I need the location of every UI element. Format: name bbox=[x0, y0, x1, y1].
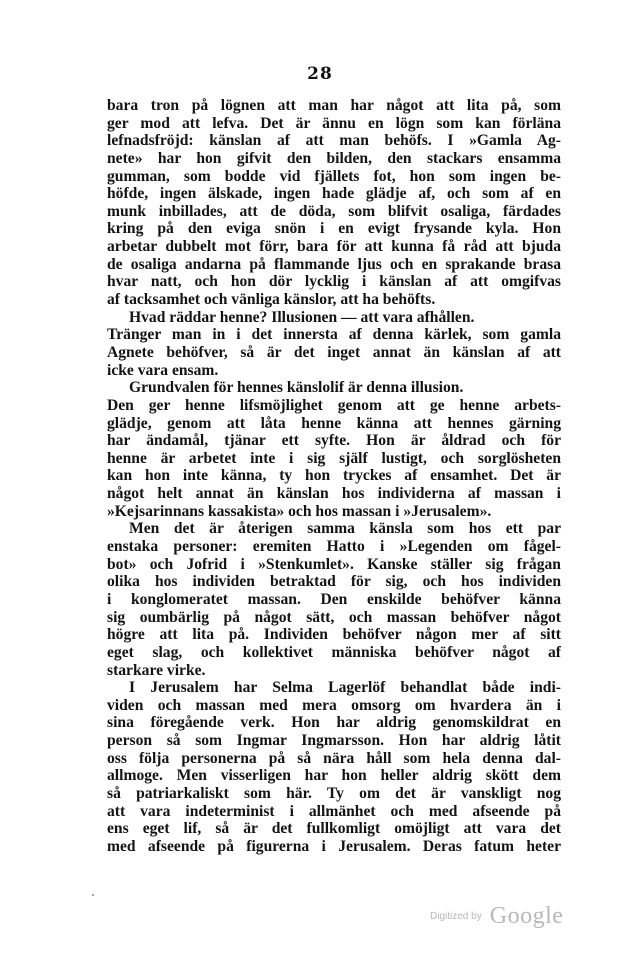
text-line: kan hon inte känna, ty hon tryckes af ensamhet. Det är bbox=[107, 467, 561, 485]
page-number: 28 bbox=[307, 64, 333, 84]
text-line: nete» har hon gifvit den bilden, den stackars ensamma bbox=[107, 149, 561, 167]
text-line: person så som Ingmar Ingmarsson. Hon har aldrig låtit bbox=[107, 732, 561, 750]
paragraph-start-line: I Jerusalem har Selma Lagerlöf behandlat både indi- bbox=[129, 679, 561, 697]
text-line: bara tron på lögnen att man har något att lita på, som bbox=[107, 97, 561, 114]
text-line: något helt annat än känslan hos individerna af massan i bbox=[107, 485, 561, 503]
text-line: de osaliga andarna på flammande ljus och en sprakande brasa bbox=[107, 255, 561, 273]
text-line: så patriarkaliskt som här. Ty om det är vanskligt nog bbox=[107, 784, 561, 802]
paragraph-start-line: Hvad räddar henne? Illusionen — att vara afhållen. bbox=[129, 308, 475, 326]
text-line: Agnete behöfver, så är det inget annat än känslan af att bbox=[107, 343, 561, 361]
text-line: att vara indeterminist i allmänhet och med afseende på bbox=[107, 802, 561, 820]
text-line: sig oumbärlig på något sätt, och massan behöfver något bbox=[107, 608, 561, 626]
text-line: icke vara ensam. bbox=[107, 361, 219, 379]
text-line: starkare virke. bbox=[107, 661, 206, 679]
text-line: bot» och Jofrid i »Stenkumlet». Kanske ställer sig frågan bbox=[107, 555, 561, 573]
text-line: af tacksamhet och vänliga känslor, att ha behöfts. bbox=[107, 291, 436, 309]
text-line: henne är arbetet inte i sig själf lustigt, och sorglösheten bbox=[107, 449, 561, 467]
text-line: allmoge. Men visserligen har hon heller aldrig skött dem bbox=[107, 767, 561, 785]
text-line: kring på den eviga snön i en evigt frysande kyla. Hon bbox=[107, 220, 561, 238]
scan-speck bbox=[92, 894, 94, 896]
text-line: högre att lita på. Individen behöfver någon mer af sitt bbox=[107, 626, 561, 644]
text-line: arbetar dubbelt mot förr, bara för att kunna få råd att bjuda bbox=[107, 238, 561, 256]
text-line: har ändamål, tjänar ett syfte. Hon är åldrad och för bbox=[107, 432, 561, 450]
text-line: viden och massan med mera omsorg om hvardera än i bbox=[107, 696, 561, 714]
text-line: enstaka personer: eremiten Hatto i »Legenden om fågel- bbox=[107, 538, 561, 556]
text-line: eget slag, och kollektivet människa behöfver något af bbox=[107, 643, 561, 661]
text-line: oss följa personerna på så nära håll som hela denna dal- bbox=[107, 749, 561, 767]
text-line: ger mod att lefva. Det är ännu en lögn som kan förläna bbox=[107, 114, 561, 132]
text-line: Tränger man in i det innersta af denna kärlek, som gamla bbox=[107, 326, 561, 344]
text-line: Den ger henne lifsmöjlighet genom att ge henne arbets- bbox=[107, 396, 561, 414]
text-line: munk inbillades, att de döda, som blifvit osaliga, färdades bbox=[107, 202, 561, 220]
text-line: sina föregående verk. Hon har aldrig genomskildrat en bbox=[107, 714, 561, 732]
text-line: »Kejsarinnans kassakista» och hos massan i »Jerusalem». bbox=[107, 502, 492, 520]
google-watermark bbox=[430, 903, 563, 930]
watermark-digitized-label: Digitized by bbox=[430, 911, 482, 922]
body-text bbox=[107, 97, 561, 856]
paragraph-start-line: Grundvalen för hennes känslolif är denna illusion. bbox=[129, 379, 464, 397]
text-line: i konglomeratet massan. Den enskilde behöfver känna bbox=[107, 590, 561, 608]
text-line: ens eget lif, så är det fullkomligt omöjligt att vara det bbox=[107, 820, 561, 838]
text-line: höfde, ingen älskade, ingen hade glädje af, och som af en bbox=[107, 185, 561, 203]
text-line: gumman, som bodde vid fjällets fot, hon som ingen be- bbox=[107, 167, 561, 185]
text-line: hvar natt, och hon dör lycklig i känslan af att omgifvas bbox=[107, 273, 561, 291]
google-logo: Google bbox=[489, 903, 564, 929]
paragraph-start-line: Men det är återigen samma känsla som hos ett par bbox=[129, 520, 561, 538]
text-line: med afseende på figurerna i Jerusalem. Deras fatum heter bbox=[107, 837, 561, 855]
text-line: olika hos individen betraktad för sig, och hos individen bbox=[107, 573, 561, 591]
text-line: lefnadsfröjd: känslan af att man behöfs. I »Gamla Ag- bbox=[107, 132, 561, 150]
text-line: glädje, genom att låta henne känna att hennes gärning bbox=[107, 414, 561, 432]
